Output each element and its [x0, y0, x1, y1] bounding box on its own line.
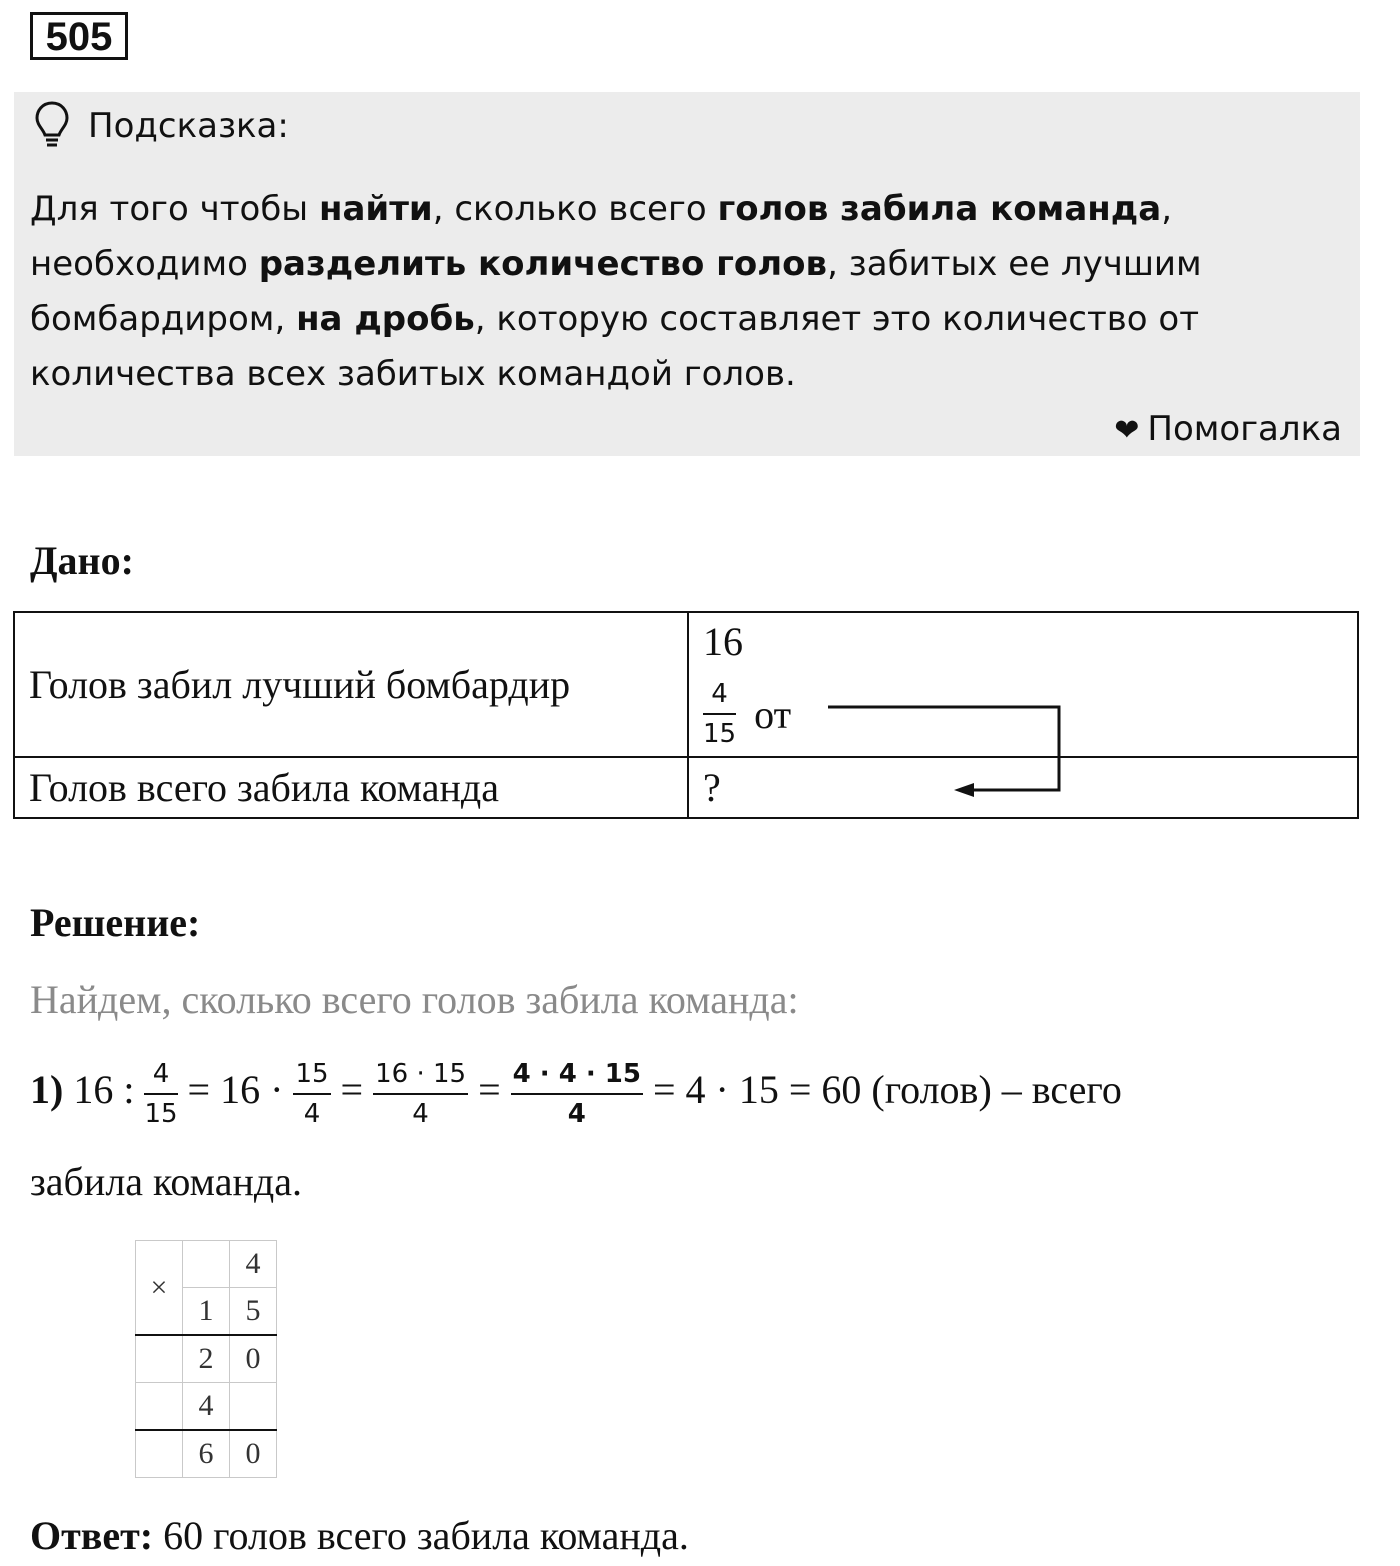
- given-label-scorer: Голов забил лучший бомбардир: [14, 612, 688, 757]
- mult-row: [136, 1241, 277, 1288]
- lightbulb-icon: [34, 100, 70, 154]
- mult-cell: [136, 1335, 183, 1383]
- mult-cell: [136, 1383, 183, 1431]
- scorer-fraction-of: [703, 675, 791, 753]
- step-expr-eq1: = 16 ·: [187, 1067, 284, 1113]
- hint-segment: , забитых ее лучшим бомбардиром,: [30, 244, 1202, 339]
- mult-cell: 0: [230, 1335, 277, 1383]
- problem-number: 505: [30, 12, 128, 60]
- given-label-team: Голов всего забила команда: [14, 757, 688, 818]
- given-value-team: ?: [688, 757, 1358, 818]
- fraction-4-15: [144, 1055, 177, 1133]
- hint-segment: , которую составляет это количество от количества всех забитых командой голов.: [30, 299, 1200, 394]
- hint-emphasis: найти: [318, 189, 433, 229]
- solution-intro: Найдем, сколько всего голов забила команда:: [30, 977, 799, 1022]
- hint-segment: , сколько всего: [432, 189, 718, 229]
- mult-cell: 5: [230, 1288, 277, 1336]
- mult-row: [136, 1383, 277, 1431]
- scorer-goals: 16: [703, 619, 743, 664]
- fraction-denominator: 4: [567, 1099, 586, 1129]
- mult-cell: 4: [230, 1241, 277, 1288]
- mult-cell: 1: [183, 1288, 230, 1336]
- hint-segment: Для того чтобы: [30, 189, 319, 229]
- hint-text: [30, 182, 1330, 402]
- fraction-15-4: [293, 1055, 330, 1133]
- answer-label: Ответ:: [30, 1513, 154, 1558]
- multiplication-table: [135, 1240, 277, 1478]
- mult-cell: [230, 1383, 277, 1431]
- hint-emphasis: на дробь: [296, 299, 475, 339]
- solution-heading: Решение:: [30, 900, 201, 945]
- brand-name: Помогалка: [1147, 409, 1342, 449]
- fraction-numerator: 15: [293, 1055, 330, 1095]
- hint-emphasis: голов забила команда: [717, 189, 1162, 229]
- step-expr-start: 16 :: [73, 1067, 135, 1113]
- hint-title: Подсказка:: [88, 106, 289, 146]
- given-row-team: [14, 757, 1358, 818]
- relation-arrow: [820, 700, 1070, 800]
- hint-box: [14, 92, 1360, 456]
- heart-icon: ❤: [1114, 413, 1140, 448]
- mult-cell: 2: [183, 1335, 230, 1383]
- given-row-scorer: [14, 612, 1358, 757]
- solution-step-1: [30, 1055, 1122, 1133]
- step-number: 1): [30, 1067, 64, 1113]
- mult-row: [136, 1335, 277, 1383]
- step-expr-tail: = 4 · 15 = 60 (голов) – всего: [652, 1067, 1122, 1113]
- fraction-numerator: 4: [703, 675, 736, 715]
- answer-text: 60 голов всего забила команда.: [163, 1513, 689, 1558]
- fraction-denominator: 15: [703, 719, 737, 749]
- of-word: от: [754, 691, 792, 737]
- fraction-numerator: 16 · 15: [373, 1055, 468, 1095]
- multiply-sign: ×: [136, 1241, 183, 1336]
- mult-cell: [136, 1430, 183, 1478]
- solution-step-1-continuation: забила команда.: [30, 1159, 302, 1204]
- fraction: [703, 675, 736, 753]
- step-expr-eq2: =: [340, 1067, 364, 1113]
- brand-label: [1114, 406, 1342, 454]
- mult-cell: 6: [183, 1430, 230, 1478]
- fraction-denominator: 4: [303, 1099, 321, 1129]
- hint-segment: , необходимо: [30, 189, 1172, 284]
- given-heading: Дано:: [30, 538, 134, 583]
- fraction-product: [373, 1055, 468, 1133]
- mult-cell: 4: [183, 1383, 230, 1431]
- mult-row: [136, 1430, 277, 1478]
- fraction-numerator: 4: [144, 1055, 177, 1095]
- fraction-reduced: [511, 1055, 643, 1133]
- fraction-denominator: 4: [412, 1099, 429, 1129]
- given-table: [13, 611, 1359, 819]
- step-expr-eq3: =: [478, 1067, 501, 1113]
- mult-cell: 0: [230, 1430, 277, 1478]
- fraction-numerator: 4 · 4 · 15: [511, 1055, 643, 1095]
- answer-line: [30, 1506, 689, 1566]
- hint-emphasis: разделить количество голов: [258, 244, 828, 284]
- fraction-denominator: 15: [144, 1099, 178, 1129]
- mult-cell: [183, 1241, 230, 1288]
